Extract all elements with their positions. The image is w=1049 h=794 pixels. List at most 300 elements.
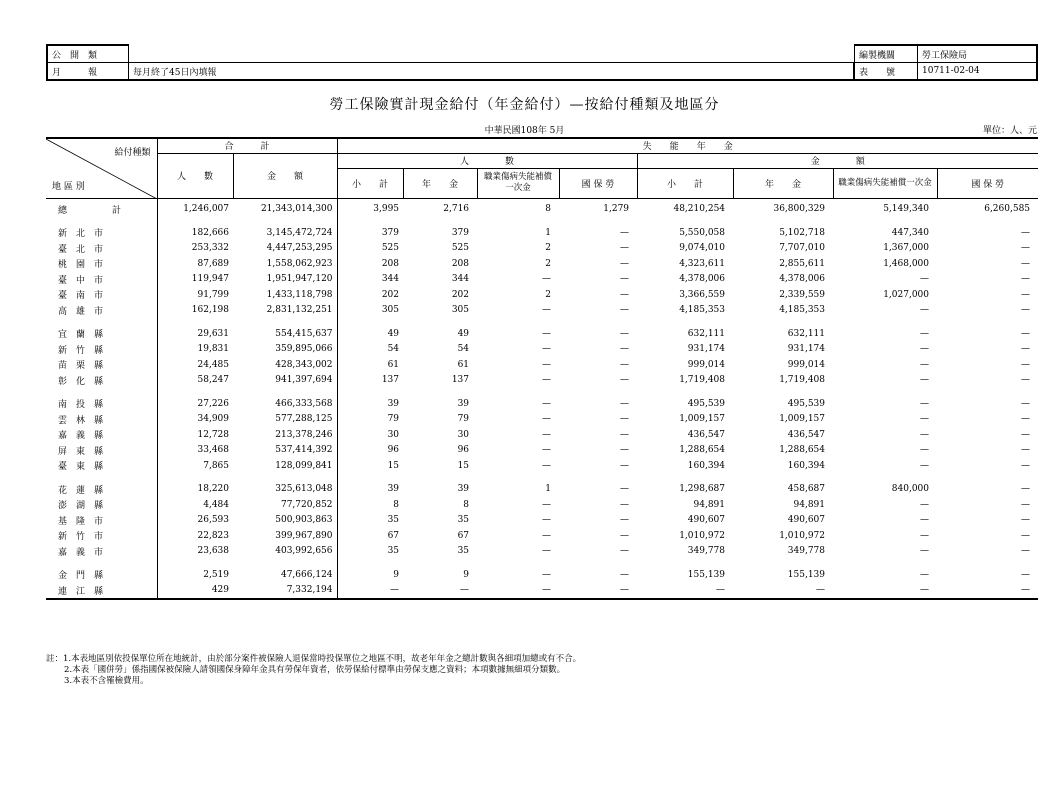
- agency-value: 勞工保險局: [918, 45, 1038, 63]
- row-cell: 155,139: [787, 569, 826, 580]
- row-area: 總 計: [46, 198, 157, 217]
- amount-subtotal-header: 小 計: [637, 168, 733, 198]
- classification-value: [129, 45, 854, 63]
- row-cell: 34,909: [197, 414, 229, 425]
- row-cell: 1,951,947,120: [233, 272, 337, 288]
- row-cell: 96: [457, 445, 470, 456]
- row-cell: —: [542, 429, 552, 440]
- row-cell: 128,099,841: [233, 458, 337, 474]
- row-area: 基 隆 市: [46, 513, 157, 529]
- frequency-value: 每月終了45日內填報: [129, 63, 854, 81]
- row-cell: 1,298,687: [679, 484, 726, 495]
- row-cell: —: [920, 344, 930, 355]
- row-spacer: [46, 318, 1038, 326]
- row-cell: —: [1021, 305, 1031, 316]
- row-cell: 7,332,194: [233, 583, 337, 600]
- row-cell: 208: [381, 258, 400, 269]
- row-cell: 447,340: [891, 227, 930, 238]
- row-cell: 458,687: [787, 484, 826, 495]
- row-cell: —: [620, 344, 630, 355]
- row-cell: —: [920, 460, 930, 471]
- row-cell: —: [920, 530, 930, 541]
- row-cell: —: [542, 515, 552, 526]
- row-cell: —: [1021, 227, 1031, 238]
- row-cell: 632,111: [687, 328, 726, 339]
- row-cell: 525: [381, 243, 400, 254]
- row-area: 新 竹 縣: [46, 342, 157, 358]
- table-row: [46, 303, 1038, 319]
- row-cell: —: [1021, 375, 1031, 386]
- spacer-cell: [233, 388, 337, 396]
- spacer-cell: [157, 474, 233, 482]
- row-cell: —: [620, 243, 630, 254]
- table-row: [46, 412, 1038, 428]
- row-area: 高 雄 市: [46, 303, 157, 319]
- row-cell: —: [542, 414, 552, 425]
- row-area: 臺 北 市: [46, 241, 157, 257]
- row-cell: 428,343,002: [233, 357, 337, 373]
- row-cell: 8: [463, 499, 470, 510]
- row-cell: 182,666: [191, 227, 229, 238]
- spacer-cell: [937, 217, 1038, 225]
- spacer-cell: [733, 474, 833, 482]
- row-cell: —: [1021, 328, 1031, 339]
- row-cell: 5,102,718: [779, 227, 826, 238]
- row-cell: —: [1021, 414, 1031, 425]
- spacer-cell: [403, 217, 477, 225]
- row-cell: 7,707,010: [779, 243, 826, 254]
- row-cell: 54: [457, 344, 470, 355]
- row-cell: 48,210,254: [673, 204, 726, 215]
- row-cell: 436,547: [687, 429, 726, 440]
- spacer-cell: [233, 474, 337, 482]
- row-cell: 15: [387, 460, 400, 471]
- row-cell: —: [542, 375, 552, 386]
- row-cell: 21,343,014,300: [233, 198, 337, 217]
- spacer-cell: [637, 217, 733, 225]
- row-cell: 999,014: [787, 359, 826, 370]
- row-cell: 305: [451, 305, 470, 316]
- row-cell: —: [1021, 274, 1031, 285]
- spacer-cell: [733, 388, 833, 396]
- row-cell: 466,333,568: [233, 396, 337, 412]
- row-cell: —: [337, 583, 403, 600]
- row-cell: —: [733, 583, 833, 600]
- total-header: 合 計: [157, 138, 337, 153]
- row-cell: 7,865: [203, 460, 229, 471]
- row-cell: —: [542, 569, 552, 580]
- persons-national-header: 國 保 勞: [559, 168, 637, 198]
- row-cell: —: [620, 484, 630, 495]
- row-cell: 253,332: [191, 243, 229, 254]
- row-cell: 525: [451, 243, 470, 254]
- row-cell: 5,149,340: [883, 204, 930, 215]
- row-cell: 359,895,066: [233, 342, 337, 358]
- row-cell: 931,174: [687, 344, 726, 355]
- row-cell: —: [542, 344, 552, 355]
- row-cell: 1,558,062,923: [233, 256, 337, 272]
- row-cell: 1,009,157: [779, 414, 826, 425]
- row-area: 金 門 縣: [46, 567, 157, 583]
- spacer-cell: [559, 559, 637, 567]
- row-cell: 305: [381, 305, 400, 316]
- row-cell: 202: [381, 289, 400, 300]
- row-cell: —: [620, 546, 630, 557]
- row-cell: 1,027,000: [883, 289, 930, 300]
- table-row: [46, 287, 1038, 303]
- row-cell: —: [542, 398, 552, 409]
- row-cell: —: [1021, 243, 1031, 254]
- spacer-cell: [733, 318, 833, 326]
- row-cell: 999,014: [687, 359, 726, 370]
- corner-bottom-label: 地 區 別: [52, 181, 85, 192]
- row-cell: —: [620, 375, 630, 386]
- row-cell: 27,226: [197, 398, 229, 409]
- row-cell: 500,903,863: [233, 513, 337, 529]
- row-cell: —: [1021, 499, 1031, 510]
- row-cell: 1,279: [603, 204, 630, 215]
- row-area: 嘉 義 市: [46, 544, 157, 560]
- row-cell: 35: [457, 546, 470, 557]
- spacer-cell: [337, 474, 403, 482]
- row-cell: 77,720,852: [233, 497, 337, 513]
- row-cell: 49: [387, 328, 400, 339]
- footnotes: [46, 654, 581, 687]
- row-cell: —: [620, 359, 630, 370]
- row-cell: 495,539: [687, 398, 726, 409]
- row-cell: 840,000: [891, 484, 930, 495]
- row-cell: 39: [457, 398, 470, 409]
- row-cell: 2,339,559: [779, 289, 826, 300]
- row-cell: 5,550,058: [679, 227, 726, 238]
- row-cell: —: [1021, 359, 1031, 370]
- row-cell: 36,800,329: [773, 204, 826, 215]
- classification-label: 公 開 類: [47, 45, 129, 63]
- row-cell: 1,433,118,798: [233, 287, 337, 303]
- row-cell: 19,831: [197, 344, 229, 355]
- row-cell: —: [620, 460, 630, 471]
- row-cell: 1,367,000: [883, 243, 930, 254]
- row-cell: —: [620, 530, 630, 541]
- spacer-cell: [46, 388, 157, 396]
- row-cell: 22,823: [197, 530, 229, 541]
- row-cell: —: [920, 359, 930, 370]
- row-cell: 202: [451, 289, 470, 300]
- row-cell: 2,831,132,251: [233, 303, 337, 319]
- table-row: [46, 373, 1038, 389]
- total-persons-header: 人 數: [157, 153, 233, 198]
- row-cell: —: [1021, 484, 1031, 495]
- row-area: 連 江 縣: [46, 583, 157, 600]
- row-cell: —: [542, 328, 552, 339]
- total-amount-header: 金 額: [233, 153, 337, 198]
- spacer-cell: [337, 217, 403, 225]
- spacer-cell: [559, 474, 637, 482]
- row-cell: —: [920, 375, 930, 386]
- row-cell: —: [620, 429, 630, 440]
- row-cell: 137: [451, 375, 470, 386]
- row-cell: 30: [387, 429, 400, 440]
- spacer-cell: [637, 318, 733, 326]
- row-cell: 4,447,253,295: [233, 241, 337, 257]
- table-row: [46, 497, 1038, 513]
- row-cell: —: [542, 305, 552, 316]
- row-cell: 344: [451, 274, 470, 285]
- spacer-cell: [937, 474, 1038, 482]
- spacer-cell: [46, 318, 157, 326]
- row-cell: —: [920, 499, 930, 510]
- row-cell: —: [920, 398, 930, 409]
- spacer-cell: [46, 559, 157, 567]
- table-row: [46, 443, 1038, 459]
- row-cell: —: [1021, 344, 1031, 355]
- row-cell: —: [1021, 445, 1031, 456]
- row-cell: 1,719,408: [779, 375, 826, 386]
- row-cell: 1,719,408: [679, 375, 726, 386]
- spacer-cell: [233, 559, 337, 567]
- persons-occupational-header: 職業傷病失能補償一次金: [477, 168, 559, 198]
- row-cell: 35: [387, 546, 400, 557]
- row-cell: 54: [387, 344, 400, 355]
- row-cell: —: [620, 328, 630, 339]
- row-cell: 137: [381, 375, 400, 386]
- row-cell: 399,967,890: [233, 528, 337, 544]
- amount-occupational-header: 職業傷病失能補償一次金: [833, 168, 937, 198]
- row-cell: —: [920, 445, 930, 456]
- table-row: [46, 225, 1038, 241]
- row-cell: 87,689: [197, 258, 229, 269]
- row-area: 雲 林 縣: [46, 412, 157, 428]
- row-cell: 2: [545, 243, 552, 254]
- row-cell: —: [920, 429, 930, 440]
- row-cell: 931,174: [787, 344, 826, 355]
- row-area: 新 北 市: [46, 225, 157, 241]
- row-cell: —: [542, 274, 552, 285]
- row-cell: 39: [387, 398, 400, 409]
- row-cell: —: [542, 499, 552, 510]
- table-row: [46, 544, 1038, 560]
- row-cell: 79: [457, 414, 470, 425]
- row-cell: 67: [457, 530, 470, 541]
- row-cell: —: [920, 305, 930, 316]
- table-row: [46, 528, 1038, 544]
- row-cell: 429: [157, 583, 233, 600]
- row-cell: —: [559, 583, 637, 600]
- spacer-cell: [833, 318, 937, 326]
- row-area: 臺 中 市: [46, 272, 157, 288]
- row-cell: —: [920, 569, 930, 580]
- row-cell: 1: [545, 484, 552, 495]
- agency-label: 編製機關: [855, 45, 918, 63]
- row-cell: —: [920, 414, 930, 425]
- row-cell: —: [1021, 569, 1031, 580]
- spacer-cell: [559, 318, 637, 326]
- row-cell: —: [542, 546, 552, 557]
- spacer-cell: [477, 559, 559, 567]
- spacer-cell: [937, 318, 1038, 326]
- row-cell: 344: [381, 274, 400, 285]
- row-cell: 67: [387, 530, 400, 541]
- row-cell: —: [542, 359, 552, 370]
- info-box-left: [46, 44, 854, 81]
- row-cell: —: [1021, 460, 1031, 471]
- row-cell: 4,378,006: [779, 274, 826, 285]
- row-cell: 2,855,611: [779, 258, 826, 269]
- row-cell: 349,778: [787, 546, 826, 557]
- row-cell: 490,607: [687, 515, 726, 526]
- spacer-cell: [733, 559, 833, 567]
- table-row: [46, 272, 1038, 288]
- persons-header: 人 數: [337, 153, 637, 168]
- row-cell: 47,666,124: [233, 567, 337, 583]
- report-title: 勞工保險實計現金給付（年金給付）—按給付種類及地區分: [329, 97, 720, 113]
- row-cell: 213,378,246: [233, 427, 337, 443]
- corner-top-label: 給付種類: [114, 148, 151, 158]
- row-area: 臺 南 市: [46, 287, 157, 303]
- row-cell: 58,247: [197, 375, 229, 386]
- row-cell: 49: [457, 328, 470, 339]
- row-cell: 160,394: [787, 460, 826, 471]
- spacer-cell: [337, 388, 403, 396]
- row-cell: 9: [463, 569, 470, 580]
- table-body: [46, 198, 1038, 599]
- row-cell: 3,145,472,724: [233, 225, 337, 241]
- row-cell: —: [542, 445, 552, 456]
- row-cell: 632,111: [787, 328, 826, 339]
- row-cell: 26,593: [197, 515, 229, 526]
- row-cell: 94,891: [693, 499, 726, 510]
- spacer-cell: [637, 388, 733, 396]
- row-cell: 537,414,392: [233, 443, 337, 459]
- unit-label: 單位：人、元: [982, 126, 1037, 136]
- row-cell: —: [620, 289, 630, 300]
- row-cell: 1,288,654: [779, 445, 826, 456]
- row-cell: 8: [545, 204, 552, 215]
- row-cell: —: [620, 398, 630, 409]
- footnote-2: 2.本表「國併勞」係指國保被保險人請領國保身障年金具有勞保年資者，依勞保給付標準由勞保支應之資料；本項數據無細項分類數。: [64, 665, 566, 675]
- table-row: [46, 458, 1038, 474]
- row-area: 花 蓮 縣: [46, 482, 157, 498]
- row-cell: —: [620, 274, 630, 285]
- table-row: [46, 396, 1038, 412]
- row-area: 臺 東 縣: [46, 458, 157, 474]
- row-spacer: [46, 559, 1038, 567]
- row-cell: 91,799: [197, 289, 229, 300]
- spacer-cell: [833, 217, 937, 225]
- info-box-right: [854, 44, 1038, 81]
- row-cell: 23,638: [197, 546, 229, 557]
- spacer-cell: [477, 474, 559, 482]
- row-cell: —: [920, 328, 930, 339]
- row-cell: 9: [393, 569, 400, 580]
- table-row: [46, 241, 1038, 257]
- spacer-cell: [233, 217, 337, 225]
- row-cell: 35: [387, 515, 400, 526]
- row-cell: —: [920, 515, 930, 526]
- row-cell: 4,378,006: [679, 274, 726, 285]
- row-cell: 4,323,611: [679, 258, 726, 269]
- row-area: 宜 蘭 縣: [46, 326, 157, 342]
- row-cell: —: [637, 583, 733, 600]
- row-cell: 436,547: [787, 429, 826, 440]
- spacer-cell: [477, 318, 559, 326]
- row-area: 桃 園 市: [46, 256, 157, 272]
- row-cell: 94,891: [793, 499, 826, 510]
- row-cell: —: [1021, 289, 1031, 300]
- row-cell: —: [620, 227, 630, 238]
- spacer-cell: [733, 217, 833, 225]
- row-cell: 2,519: [203, 569, 229, 580]
- row-cell: 35: [457, 515, 470, 526]
- spacer-cell: [46, 217, 157, 225]
- amount-national-header: 國 保 勞: [937, 168, 1038, 198]
- table-row: [46, 482, 1038, 498]
- row-area: 南 投 縣: [46, 396, 157, 412]
- row-cell: 4,185,353: [779, 305, 826, 316]
- row-cell: 1,009,157: [679, 414, 726, 425]
- table-row: [46, 256, 1038, 272]
- row-cell: 495,539: [787, 398, 826, 409]
- row-cell: 2: [545, 258, 552, 269]
- row-cell: 941,397,694: [233, 373, 337, 389]
- table-row: [46, 326, 1038, 342]
- corner-header: [46, 138, 157, 198]
- table-row: [46, 567, 1038, 583]
- disability-annuity-header: 失 能 年 金: [337, 138, 1038, 153]
- row-spacer: [46, 474, 1038, 482]
- spacer-cell: [637, 559, 733, 567]
- row-cell: —: [620, 258, 630, 269]
- row-cell: 15: [457, 460, 470, 471]
- spacer-cell: [157, 559, 233, 567]
- amount-annuity-header: 年 金: [733, 168, 833, 198]
- row-cell: —: [1021, 546, 1031, 557]
- row-cell: —: [1021, 429, 1031, 440]
- row-cell: 119,947: [191, 274, 229, 285]
- row-cell: 2,716: [443, 204, 470, 215]
- row-cell: 162,198: [191, 305, 229, 316]
- footnote-3: 3.本表不含罹檢費用。: [64, 676, 149, 686]
- row-area: 彰 化 縣: [46, 373, 157, 389]
- row-area: 嘉 義 縣: [46, 427, 157, 443]
- row-cell: —: [920, 274, 930, 285]
- table-row: [46, 427, 1038, 443]
- persons-subtotal-header: 小 計: [337, 168, 403, 198]
- row-cell: 30: [457, 429, 470, 440]
- statistics-table: [46, 137, 1038, 600]
- row-spacer: [46, 217, 1038, 225]
- row-cell: 1,246,007: [183, 204, 229, 215]
- spacer-cell: [559, 217, 637, 225]
- row-cell: 96: [387, 445, 400, 456]
- spacer-cell: [403, 388, 477, 396]
- spacer-cell: [937, 388, 1038, 396]
- row-cell: —: [403, 583, 477, 600]
- row-cell: 403,992,656: [233, 544, 337, 560]
- frequency-label: 月 報: [47, 63, 129, 81]
- row-cell: —: [620, 305, 630, 316]
- row-cell: 379: [451, 227, 470, 238]
- row-cell: 4,484: [203, 499, 229, 510]
- row-cell: 24,485: [197, 359, 229, 370]
- row-spacer: [46, 388, 1038, 396]
- row-cell: —: [620, 414, 630, 425]
- form-number-label: 表 號: [855, 63, 918, 81]
- row-cell: 325,613,048: [233, 482, 337, 498]
- row-cell: 33,468: [197, 445, 229, 456]
- row-cell: —: [1021, 398, 1031, 409]
- row-cell: 39: [387, 484, 400, 495]
